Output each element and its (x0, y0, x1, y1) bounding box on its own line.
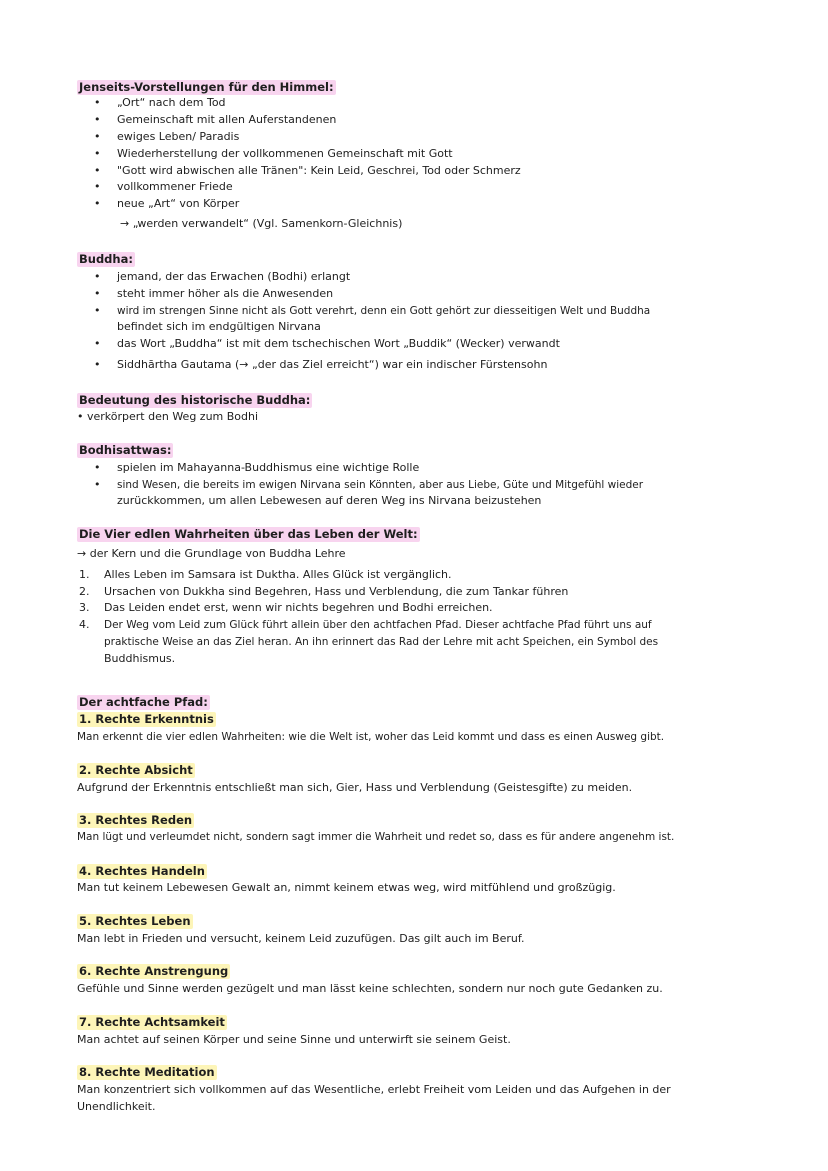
list-item: das Wort „Buddha“ ist mit dem tschechischen Wort „Buddik“ (Wecker) verwandt (117, 337, 560, 350)
step-title: 4. Rechtes Handeln (79, 864, 205, 878)
list-item: Siddhārtha Gautama (→ „der das Ziel erreicht“) war ein indischer Fürstensohn (117, 358, 548, 371)
step-text: Man konzentriert sich vollkommen auf das Wesentliche, erlebt Freiheit vom Leiden und das Aufgehen in der (77, 1083, 671, 1096)
list-item: Alles Leben im Samsara ist Duktha. Alles Glück ist vergänglich. (104, 568, 452, 581)
list-item-continuation: zurückkommen, um allen Lebewesen auf deren Weg ins Nirvana beizustehen (117, 494, 542, 507)
step-title: 6. Rechte Anstrengung (79, 964, 229, 978)
list-item: vollkommener Friede (117, 180, 233, 193)
list-item: „Ort“ nach dem Tod (117, 96, 226, 109)
heading-jenseits: Jenseits-Vorstellungen für den Himmel: (79, 80, 334, 94)
list-number: 3. (79, 601, 90, 614)
heading-bedeutung: Bedeutung des historische Buddha: (79, 393, 311, 407)
heading-buddha: Buddha: (79, 252, 133, 266)
bullet-dot: • (94, 461, 101, 474)
list-item: Der Weg vom Leid zum Glück führt allein über den achtfachen Pfad. Dieser achtfache Pfad führt uns auf (104, 619, 652, 631)
step-text: Aufgrund der Erkenntnis entschließt man sich, Gier, Hass und Verblendung (Geistesgifte) zu meiden. (77, 781, 633, 794)
heading-bodhisattwas: Bodhisattwas: (79, 443, 172, 457)
list-item: neue „Art“ von Körper (117, 197, 240, 210)
arrow-note: → „werden verwandelt“ (Vgl. Samenkorn-Gleichnis) (120, 217, 403, 230)
step-title: 2. Rechte Absicht (79, 763, 193, 777)
step-title: 5. Rechtes Leben (79, 914, 191, 928)
bullet-dot: • (94, 270, 101, 283)
step-title: 7. Rechte Achtsamkeit (79, 1015, 225, 1029)
bullet-dot: • (94, 113, 101, 126)
step-title: 1. Rechte Erkenntnis (79, 712, 214, 726)
step-text: Man achtet auf seinen Körper und seine Sinne und unterwirft sie seinem Geist. (77, 1033, 511, 1046)
list-item: spielen im Mahayanna-Buddhismus eine wichtige Rolle (117, 461, 420, 474)
step-title: 3. Rechtes Reden (79, 813, 193, 827)
bullet-dot: • (94, 197, 101, 210)
heading-wahrheiten: Die Vier edlen Wahrheiten über das Leben der Welt: (79, 527, 418, 541)
list-item: sind Wesen, die bereits im ewigen Nirvana sein Könnten, aber aus Liebe, Güte und Mitgefühl wieder (117, 479, 644, 491)
list-item-continuation: praktische Weise an das Ziel heran. An ihn erinnert das Rad der Lehre mit acht Speichen, ein Symbol des (104, 636, 659, 648)
heading-pfad: Der achtfache Pfad: (79, 695, 208, 709)
list-item: Gemeinschaft mit allen Auferstandenen (117, 113, 337, 126)
list-item: "Gott wird abwischen alle Tränen": Kein Leid, Geschrei, Tod oder Schmerz (117, 164, 521, 177)
bullet-dot: • (94, 180, 101, 193)
bullet-dot: • (94, 304, 101, 317)
step-text: Man tut keinem Lebewesen Gewalt an, nimmt keinem etwas weg, wird mitfühlend und großzügig. (77, 881, 616, 894)
bullet-dot: • (94, 96, 101, 109)
list-number: 1. (79, 568, 90, 581)
step-text-continuation: Unendlichkeit. (77, 1100, 156, 1113)
list-number: 4. (79, 618, 90, 631)
list-item: jemand, der das Erwachen (Bodhi) erlangt (117, 270, 351, 283)
list-item: Das Leiden endet erst, wenn wir nichts begehren und Bodhi erreichen. (104, 601, 493, 614)
bullet-dot: • (94, 358, 101, 371)
list-item: Ursachen von Dukkha sind Begehren, Hass und Verblendung, die zum Tankar führen (104, 585, 569, 598)
list-item: steht immer höher als die Anwesenden (117, 287, 334, 300)
list-item-continuation: befindet sich im endgültigen Nirvana (117, 320, 321, 333)
step-text: Gefühle und Sinne werden gezügelt und man lässt keine schlechten, sondern nur noch gute Gedanken zu. (77, 982, 663, 995)
arrow-note: → der Kern und die Grundlage von Buddha Lehre (77, 547, 346, 560)
list-item-continuation: Buddhismus. (104, 652, 176, 665)
bullet-dot: • (94, 478, 101, 491)
step-text: Man lebt in Frieden und versucht, keinem Leid zuzufügen. Das gilt auch im Beruf. (77, 932, 525, 945)
list-item: Wiederherstellung der vollkommenen Gemeinschaft mit Gott (117, 147, 453, 160)
step-text: Man erkennt die vier edlen Wahrheiten: wie die Welt ist, woher das Leid kommt und dass es einen Ausweg gibt. (77, 731, 665, 743)
bullet-dot: • (94, 147, 101, 160)
bullet-dot: • (94, 287, 101, 300)
step-text: Man lügt und verleumdet nicht, sondern sagt immer die Wahrheit und redet so, dass es für andere angenehm ist. (77, 831, 675, 843)
list-number: 2. (79, 585, 90, 598)
list-item: ewiges Leben/ Paradis (117, 130, 240, 143)
bullet-dot: • (94, 130, 101, 143)
list-item: • verkörpert den Weg zum Bodhi (77, 410, 259, 423)
bullet-dot: • (94, 164, 101, 177)
step-title: 8. Rechte Meditation (79, 1065, 215, 1079)
bullet-dot: • (94, 337, 101, 350)
list-item: wird im strengen Sinne nicht als Gott verehrt, denn ein Gott gehört zur diesseitigen Welt und Buddha (117, 305, 651, 317)
